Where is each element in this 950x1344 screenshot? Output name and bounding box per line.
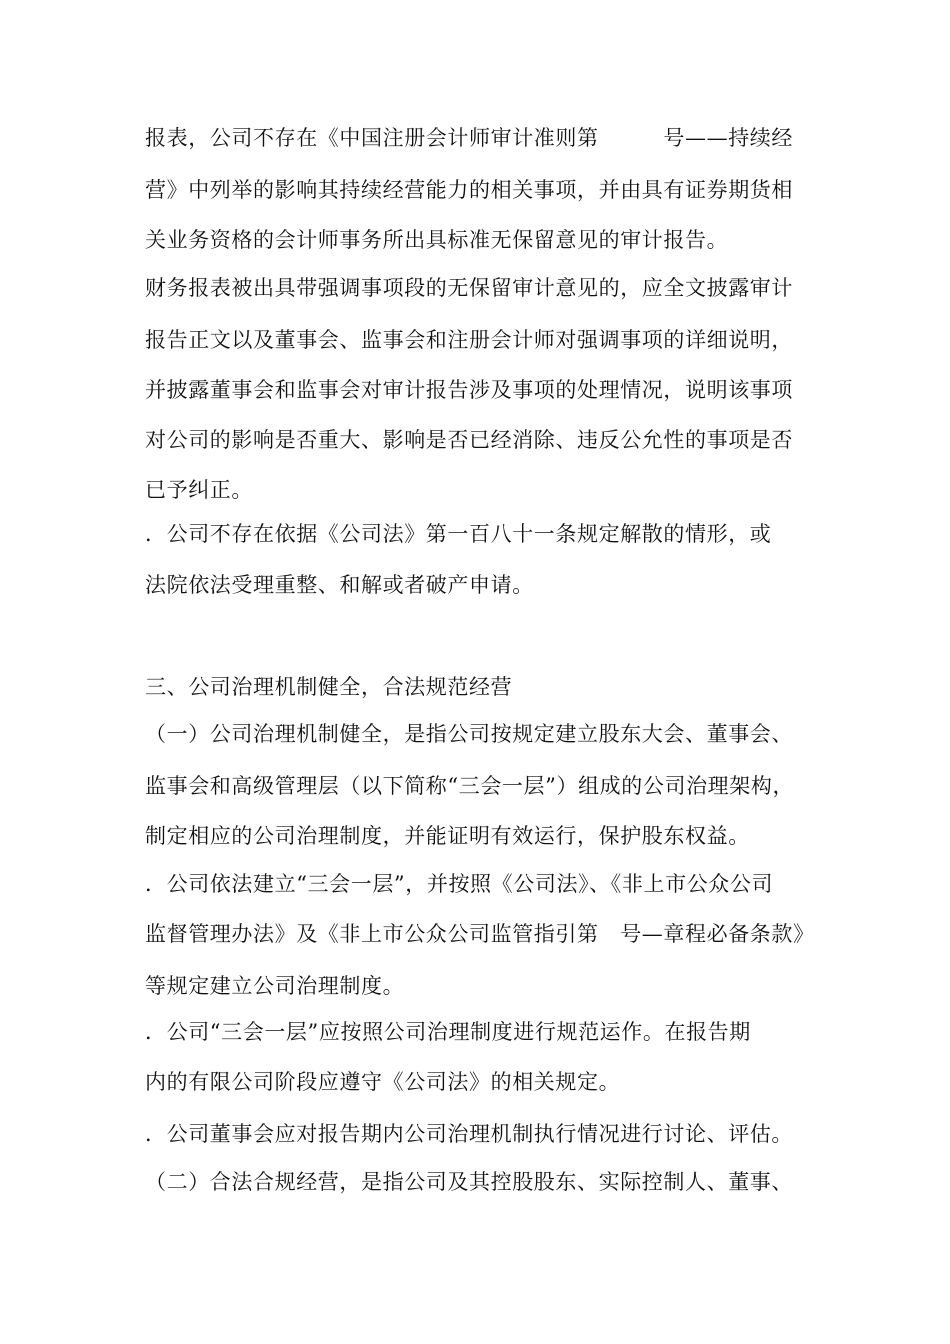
paragraph-line: 报表，公司不存在《中国注册会计师审计准则第 号——持续经 [145, 126, 793, 150]
paragraph-line: 法院依法受理重整、和解或者破产申请。 [145, 573, 534, 597]
section-heading: 三、公司治理机制健全，合法规范经营 [145, 675, 513, 699]
paragraph-line: 财务报表被出具带强调事项段的无保留审计意见的，应全文披露审计 [145, 276, 793, 300]
paragraph-line: 报告正文以及董事会、监事会和注册会计师对强调事项的详细说明， [145, 328, 793, 352]
paragraph-line: 并披露董事会和监事会对审计报告涉及事项的处理情况，说明该事项 [145, 378, 793, 402]
paragraph-line: 对公司的影响是否重大、影响是否已经消除、违反公允性的事项是否 [145, 428, 793, 452]
paragraph-line: 内的有限公司阶段应遵守《公司法》的相关规定。 [145, 1070, 621, 1094]
paragraph-line: ．公司董事会应对报告期内公司治理机制执行情况进行讨论、评估。 [145, 1122, 793, 1146]
paragraph-line: 关业务资格的会计师事务所出具标准无保留意见的审计报告。 [145, 228, 729, 252]
paragraph-line: 等规定建立公司治理制度。 [145, 974, 405, 998]
paragraph-line: 营》中列举的影响其持续经营能力的相关事项，并由具有证券期货相 [145, 178, 793, 202]
paragraph-line: ．公司依法建立“三会一层”，并按照《公司法》、《非上市公众公司 [145, 872, 774, 896]
paragraph-line: 制定相应的公司治理制度，并能证明有效运行，保护股东权益。 [145, 824, 750, 848]
paragraph-line: ．公司不存在依据《公司法》第一百八十一条规定解散的情形，或 [145, 522, 772, 546]
paragraph-line: 监事会和高级管理层（以下简称“三会一层”）组成的公司治理架构， [145, 774, 795, 798]
paragraph-line: 监督管理办法》及《非上市公众公司监管指引第 号—章程必备条款》 [145, 922, 815, 946]
paragraph-line: （二）合法合规经营，是指公司及其控股股东、实际控制人、董事、 [145, 1170, 793, 1194]
paragraph-line: ．公司“三会一层”应按照公司治理制度进行规范运作。在报告期 [145, 1020, 751, 1044]
paragraph-line: 已予纠正。 [145, 478, 253, 502]
paragraph-line: （一）公司治理机制健全，是指公司按规定建立股东大会、董事会、 [145, 722, 793, 746]
